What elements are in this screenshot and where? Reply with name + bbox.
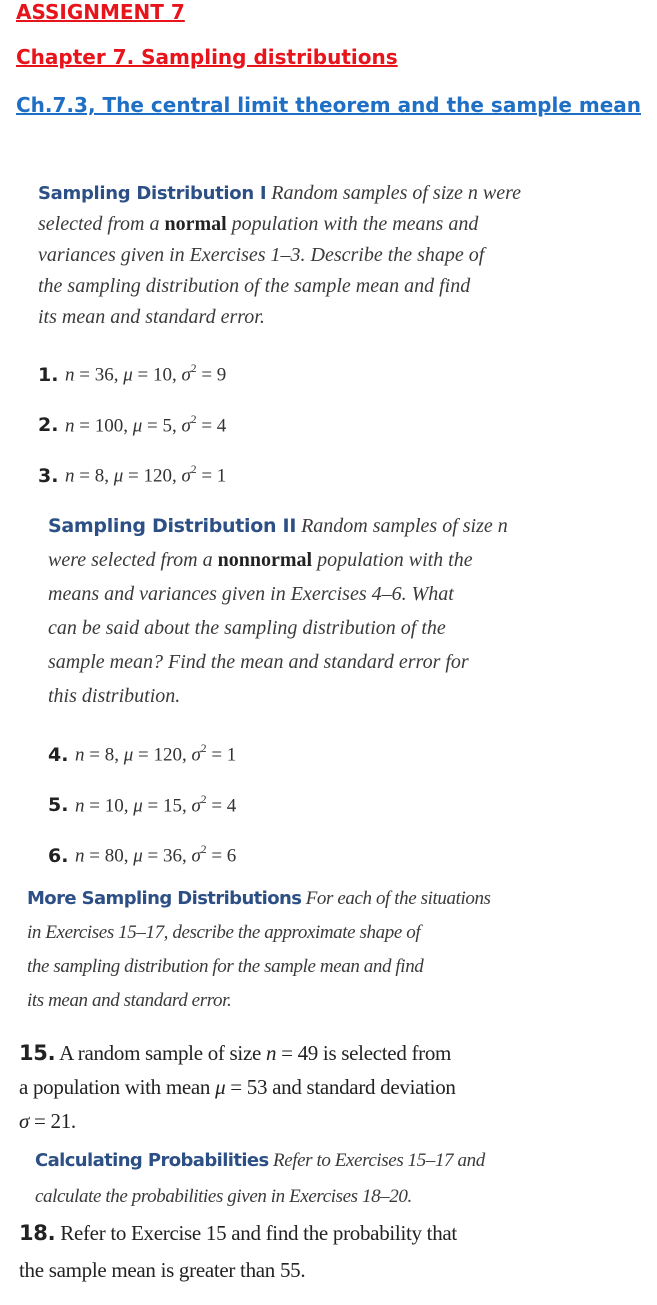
sampling-distribution-2 — [48, 509, 648, 879]
exercise-18: 18. Refer to Exercise 15 and find the probability that the sample mean is greater than 55. — [19, 1221, 457, 1282]
more-sampling-lead: More Sampling Distributions — [27, 888, 302, 909]
exercise-15: 15. A random sample of size n = 49 is selected from a population with mean μ = 53 and standard deviation σ = 21. — [19, 1041, 456, 1133]
sampling-1-lead: Sampling Distribution I — [38, 183, 267, 204]
section-title: Ch.7.3, The central limit theorem and the sample mean — [16, 93, 641, 117]
sampling-2-exercises — [48, 727, 648, 879]
sampling-1-instructions: Sampling Distribution I Random samples of size n were selected from a normal population with the means and variances given in Exercises 1–3. Describe the shape of the sampling distribution of the sample mean and find its mean and standard error. — [38, 182, 522, 328]
exercise-item: 4. n = 8, μ = 120, $\sigma^2 = 1$ — [48, 743, 237, 766]
chapter-title: Chapter 7. Sampling distributions — [16, 45, 398, 69]
calculating-lead: Calculating Probabilities — [35, 1150, 269, 1171]
exercise-item: 6. n = 80, μ = 36, $\sigma^2 = 6$ — [48, 844, 237, 867]
calculating-instructions: Calculating Probabilities Refer to Exercises 15–17 and calculate the probabilities given in Exercises 18–20. — [35, 1150, 485, 1207]
exercise-item: 1. n = 36, μ = 10, $\sigma^2 = 9$ — [38, 363, 227, 386]
more-sampling-distributions — [27, 882, 557, 1018]
exercise-item: 2. n = 100, μ = 5, $\sigma^2 = 4$ — [38, 413, 227, 437]
sampling-distribution-1 — [38, 178, 628, 499]
more-sampling-instructions: More Sampling Distributions For each of the situations in Exercises 15–17, describe the approximate shape of the sampling distribution for the sample mean and find its mean and standard error. — [27, 888, 491, 1011]
calculating-probabilities — [35, 1143, 595, 1215]
exercise-item: 5. n = 10, μ = 15, $\sigma^2 = 4$ — [48, 793, 237, 817]
sampling-2-instructions: Sampling Distribution II Random samples of size n were selected from a nonnormal population with the means and variances given in Exercises 4–6. What can be said about the sampling distribution of the sample mean? Find the mean and standard error for this distribution. — [48, 515, 508, 707]
sampling-1-exercises — [38, 347, 628, 499]
assignment-title: ASSIGNMENT 7 — [16, 0, 185, 24]
exercise-item: 3. n = 8, μ = 120, $\sigma^2 = 1$ — [38, 464, 227, 487]
sampling-2-lead: Sampling Distribution II — [48, 515, 297, 537]
